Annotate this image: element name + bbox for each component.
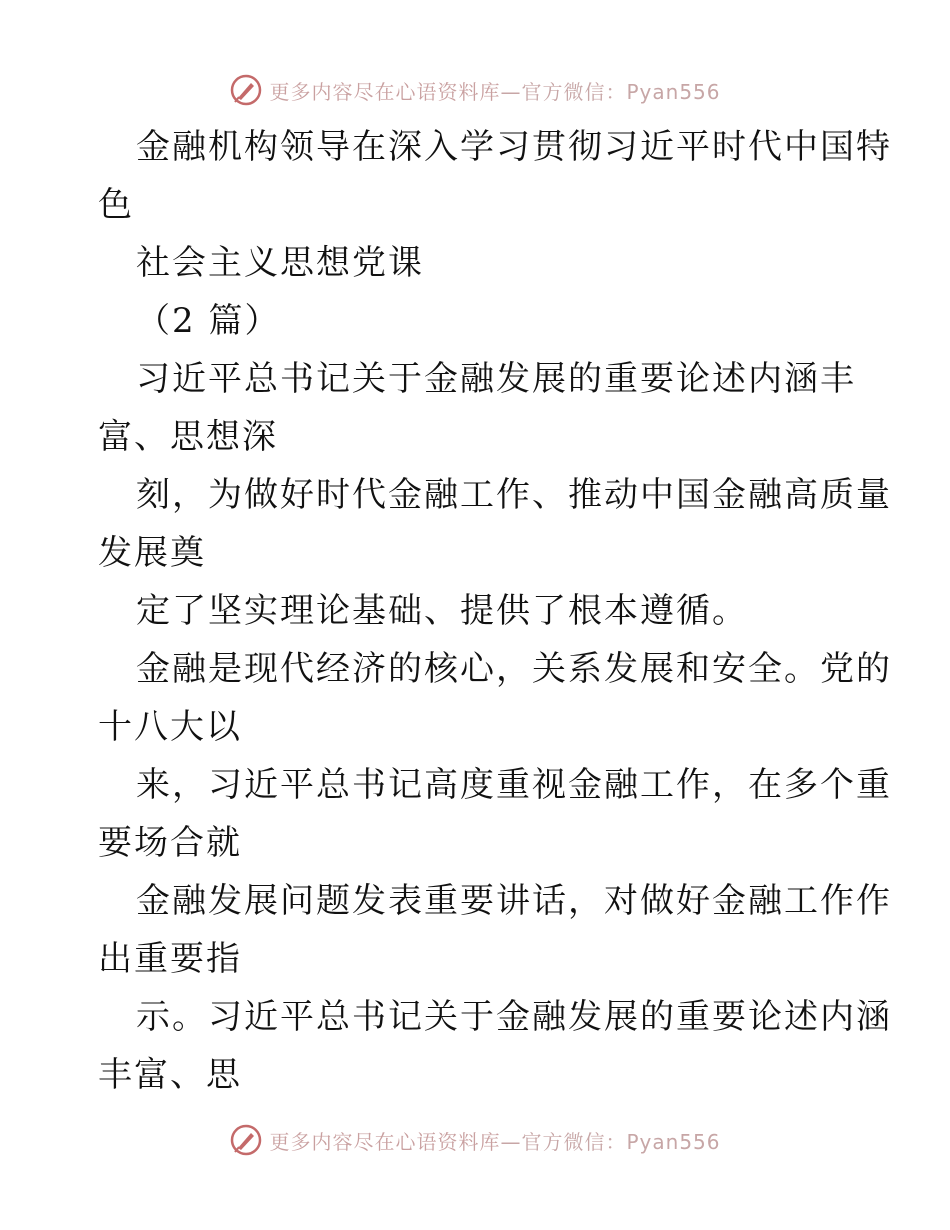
paragraph-line: 示。习近平总书记关于金融发展的重要论述内涵: [136, 997, 892, 1037]
title-line-3: 社会主义思想党课: [136, 243, 424, 283]
title-count: （2 篇）: [136, 301, 281, 341]
header-watermark: [0, 68, 950, 112]
paragraph-line: 习近平总书记关于金融发展的重要论述内涵丰: [136, 359, 856, 399]
title-line-2: 色: [98, 185, 134, 225]
document-body: [98, 118, 892, 1104]
watermark-text: 更多内容尽在心语资料库—官方微信：Pyan556: [269, 79, 721, 104]
title-line-1: 金融机构领导在深入学习贯彻习近平时代中国特: [136, 127, 892, 167]
footer-watermark: [0, 1118, 950, 1162]
paragraph-line: 富、思想深: [98, 417, 278, 457]
watermark-text: 更多内容尽在心语资料库—官方微信：Pyan556: [269, 1129, 721, 1154]
paragraph-line: 定了坚实理论基础、提供了根本遵循。: [136, 591, 748, 631]
pen-logo-icon: [229, 1123, 263, 1157]
pen-logo-icon: [229, 73, 263, 107]
paragraph-line: 丰富、思: [98, 1055, 242, 1095]
paragraph-line: 刻，为做好时代金融工作、推动中国金融高质量: [136, 475, 892, 515]
paragraph-line: 出重要指: [98, 939, 242, 979]
paragraph-line: 金融发展问题发表重要讲话，对做好金融工作作: [136, 881, 892, 921]
paragraph-line: 要场合就: [98, 823, 242, 863]
paragraph-line: 来，习近平总书记高度重视金融工作，在多个重: [136, 765, 892, 805]
paragraph-line: 十八大以: [98, 707, 242, 747]
paragraph-line: 金融是现代经济的核心，关系发展和安全。党的: [136, 649, 892, 689]
paragraph-line: 发展奠: [98, 533, 206, 573]
